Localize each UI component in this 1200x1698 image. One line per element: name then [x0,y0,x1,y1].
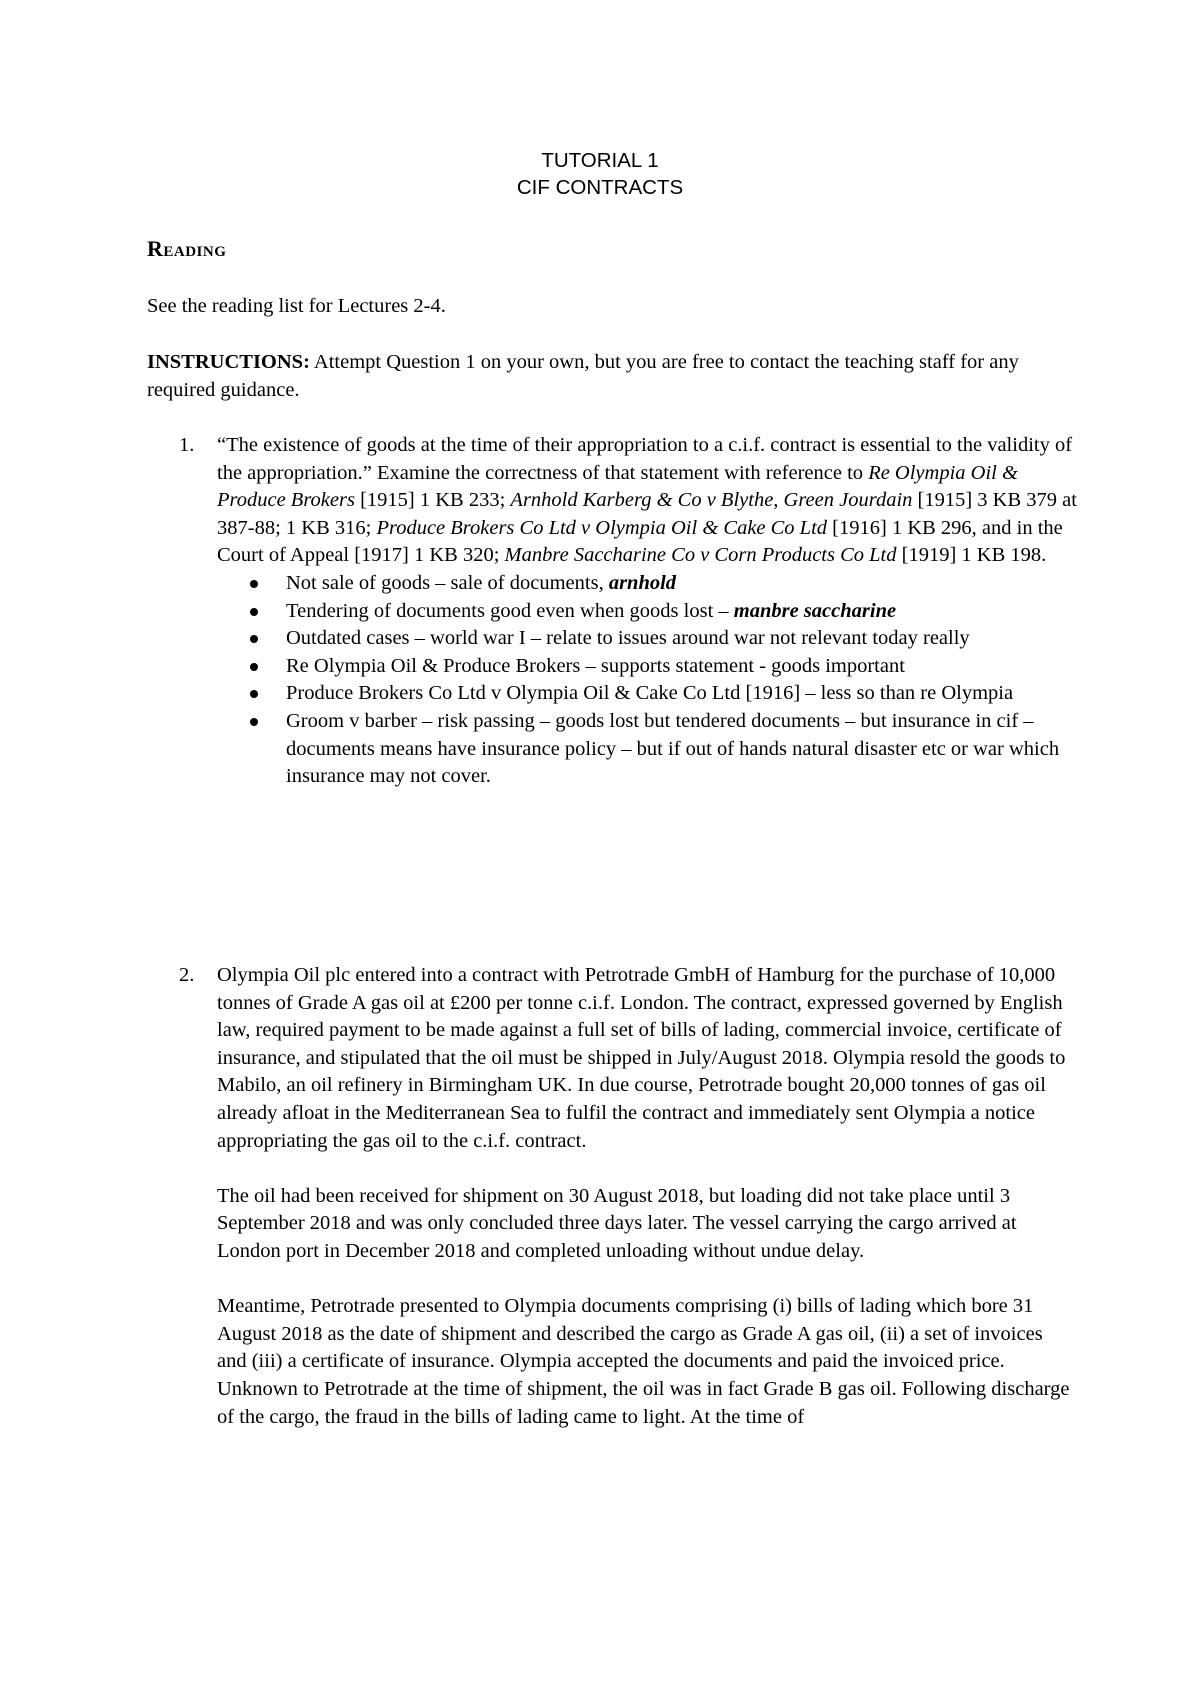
bullet-text: Outdated cases – world war I – relate to issues around war not relevant today really [286,627,970,650]
bullet-icon [250,663,258,671]
q1-text-5: [1919] 1 KB 198. [896,544,1047,567]
list-item [217,708,1077,791]
bullet-emphasis: arnhold [608,571,677,594]
tutorial-subtitle: CIF CONTRACTS [516,176,684,199]
question-number: 2. [179,964,195,986]
bullet-icon [250,608,258,616]
instructions-paragraph [147,349,1067,404]
question-body [217,962,1077,1431]
question-1-notes [217,570,1077,791]
paragraph-gap [217,1155,1077,1183]
list-item [217,598,1077,626]
bullet-text: Groom v barber – risk passing – goods lost but tendered documents – but insurance in cif – documents means have insurance policy – but if out of hands natural disaster etc or war which insurance may not cover. [286,709,1060,788]
q1-case-arnhold: Arnhold Karberg & Co v Blythe, Green Jourdain [510,489,913,512]
list-item [217,570,1077,598]
question-2-paragraph-2: The oil had been received for shipment on 30 August 2018, but loading did not take place until 3 September 2018 and was only concluded three days later. The vessel carrying the cargo arrived at London port in December 2018 and completed unloading without undue delay. [217,1184,1017,1262]
q1-case-produce-brokers: Produce Brokers Co Ltd v Olympia Oil & Cake Co Ltd [376,516,828,539]
bullet-text: Not sale of goods – sale of documents, [286,571,609,594]
q1-case-olympia: Re Olympia Oil & Produce Brokers [217,461,1018,512]
instructions-label: INSTRUCTIONS: [147,351,310,373]
bullet-icon [250,690,258,698]
list-item [217,625,1077,653]
q1-text-3: [1915] 3 KB 379 at 387-88; 1 KB 316; [217,489,1077,539]
q1-case-manbre: Manbre Saccharine Co v Corn Products Co Ltd [504,544,897,567]
question-body [217,432,1077,791]
bullet-icon [250,718,258,726]
bullet-text: Produce Brokers Co Ltd v Olympia Oil & Cake Co Ltd [1916] – less so than re Olympia [286,682,1014,705]
list-item [217,680,1077,708]
q1-text-4: [1916] 1 KB 296, and in the Court of Appeal [1917] 1 KB 320; [217,516,1063,567]
bullet-icon [250,635,258,643]
question-2-paragraph-1: Olympia Oil plc entered into a contract with Petrotrade GmbH of Hamburg for the purchase of 10,000 tonnes of Grade A gas oil at £200 per tonne c.i.f. London. The contract, expressed governed by English law, required payment to be made against a full set of bills of lading, commercial invoice, certificate of insurance, and stipulated that the oil must be shipped in July/August 2018. Olympia resold the goods to Mabilo, an oil refinery in Birmingham UK. In due course, Petrotrade bought 20,000 tonnes of gas oil already afloat in the Mediterranean Sea to fulfil the contract and immediately sent Olympia a notice appropriating the gas oil to the c.i.f. contract. [217,964,1066,1152]
reading-heading: Reading [147,236,227,261]
q1-text-2: [1915] 1 KB 233; [354,489,511,512]
tutorial-title: TUTORIAL 1 [541,149,659,172]
question-number: 1. [179,434,195,456]
instructions-text: Attempt Question 1 on your own, but you are free to contact the teaching staff for any required guidance. [147,351,1019,401]
list-item [217,653,1077,681]
paragraph-gap [217,1266,1077,1294]
q1-text-1: “The existence of goods at the time of their appropriation to a c.i.f. contract is essential to the validity of the appropriation.” Examine the correctness of that statement with reference to [217,434,1073,484]
question-1-text [217,432,1077,570]
bullet-emphasis: manbre saccharine [733,599,897,622]
bullet-text: Re Olympia Oil & Produce Brokers – supports statement - goods important [286,654,905,677]
reading-text: See the reading list for Lectures 2-4. [147,295,446,317]
bullet-text: Tendering of documents good even when goods lost – [286,599,734,622]
question-2-paragraph-3: Meantime, Petrotrade presented to Olympia documents comprising (i) bills of lading which bore 31 August 2018 as the date of shipment and described the cargo as Grade A gas oil, (ii) a set of invoices and (iii) a certificate of insurance. Olympia accepted the documents and paid the invoiced price. Unknown to Petrotrade at the time of shipment, the oil was in fact Grade B gas oil. Following discharge of the cargo, the fraud in the bills of lading came to light. At the time of [217,1295,1070,1428]
bullet-icon [250,580,258,588]
